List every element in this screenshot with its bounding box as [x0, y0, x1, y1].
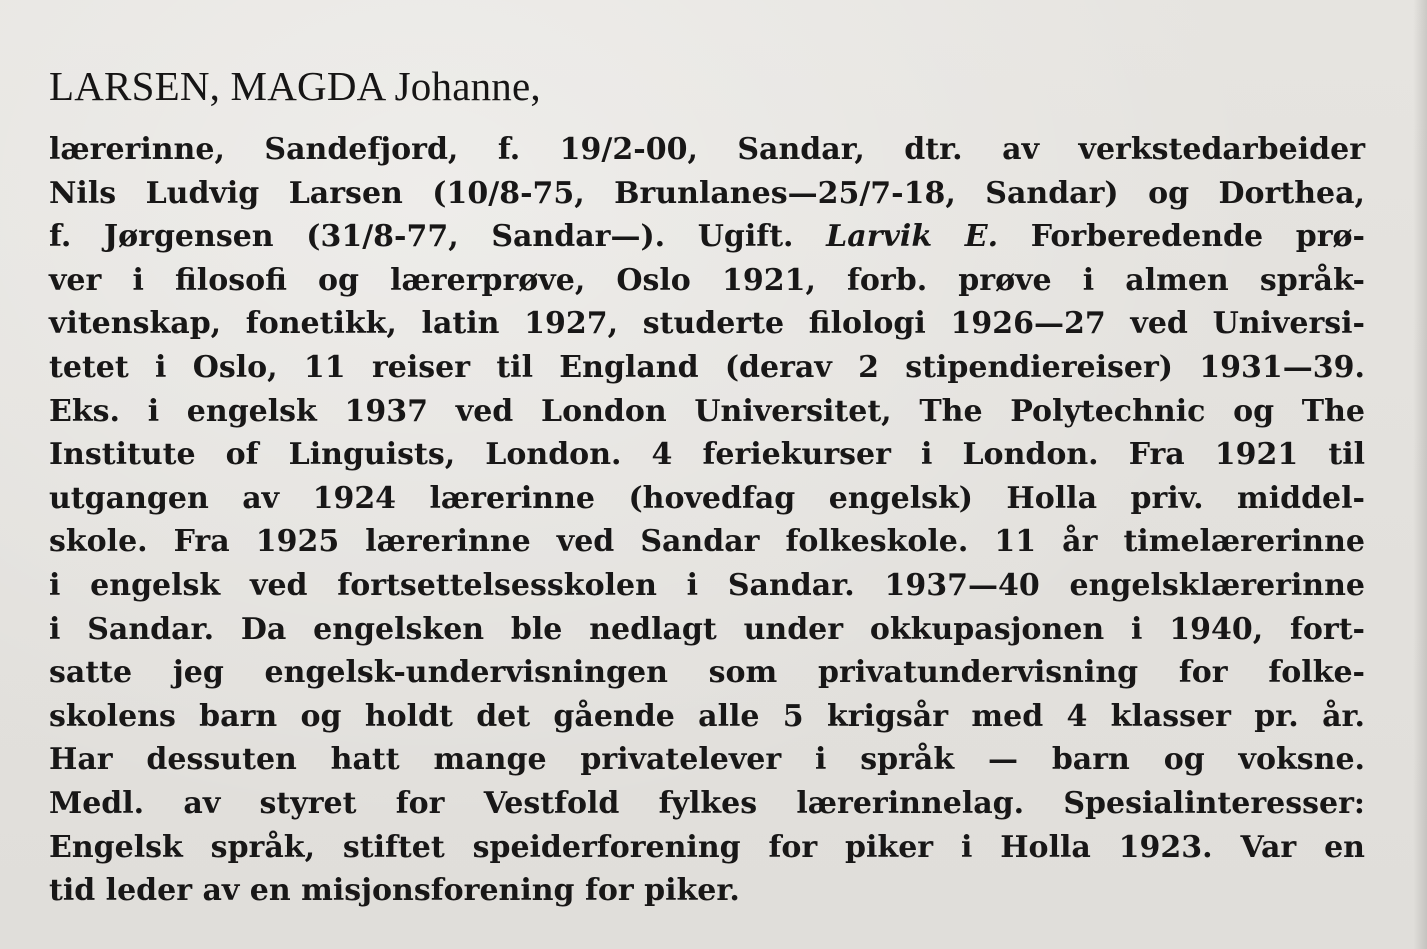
body-line: skole. Fra 1925 lærerinne ved Sandar folkeskole. 11 år timelærerinne [49, 524, 1365, 560]
body-line: Engelsk språk, stiftet speiderforening for piker i Holla 1923. Var en [49, 829, 1365, 865]
body-line: Institute of Linguists, London. 4 feriekurser i London. Fra 1921 til [49, 437, 1365, 473]
body-line-italic-segment: Larvik E. [826, 219, 999, 255]
body-line-last: tid leder av en misjonsforening for piker. [49, 873, 740, 909]
body-line: utgangen av 1924 lærerinne (hovedfag engelsk) Holla priv. middel- [49, 480, 1365, 516]
entry-heading: LARSEN, MAGDA Johanne, [49, 63, 541, 109]
body-line: i Sandar. Da engelsken ble nedlagt under okkupasjonen i 1940, fort- [49, 611, 1365, 647]
body-line: Nils Ludvig Larsen (10/8-75, Brunlanes—25/7-18, Sandar) og Dorthea, [49, 175, 1365, 211]
body-line: vitenskap, fonetikk, latin 1927, studerte filologi 1926—27 ved Universi- [49, 306, 1365, 342]
body-line-segment: f. Jørgensen (31/8-77, Sandar—). Ugift. [49, 219, 827, 255]
body-line: i engelsk ved fortsettelsesskolen i Sandar. 1937—40 engelsklærerinne [49, 567, 1365, 603]
page-edge-shadow [1413, 0, 1427, 949]
body-line: tetet i Oslo, 11 reiser til England (derav 2 stipendiereiser) 1931—39. [49, 349, 1365, 385]
body-line: Medl. av styret for Vestfold fylkes lærerinnelag. Spesialinteresser: [49, 785, 1365, 821]
entry-body [49, 128, 1365, 913]
body-line [49, 215, 1365, 259]
body-line: Har dessuten hatt mange privatelever i språk — barn og voksne. [49, 742, 1365, 778]
body-line: satte jeg engelsk-undervisningen som privatundervisning for folke- [49, 655, 1365, 691]
body-line: Eks. i engelsk 1937 ved London Universitet, The Polytechnic og The [49, 393, 1365, 429]
body-line: skolens barn og holdt det gående alle 5 krigsår med 4 klasser pr. år. [49, 698, 1365, 734]
body-line-segment: Forberedende prø- [998, 219, 1365, 255]
body-line: lærerinne, Sandefjord, f. 19/2-00, Sandar, dtr. av verkstedarbeider [49, 132, 1365, 167]
body-line: ver i filosofi og lærerprøve, Oslo 1921, forb. prøve i almen språk- [49, 262, 1365, 298]
